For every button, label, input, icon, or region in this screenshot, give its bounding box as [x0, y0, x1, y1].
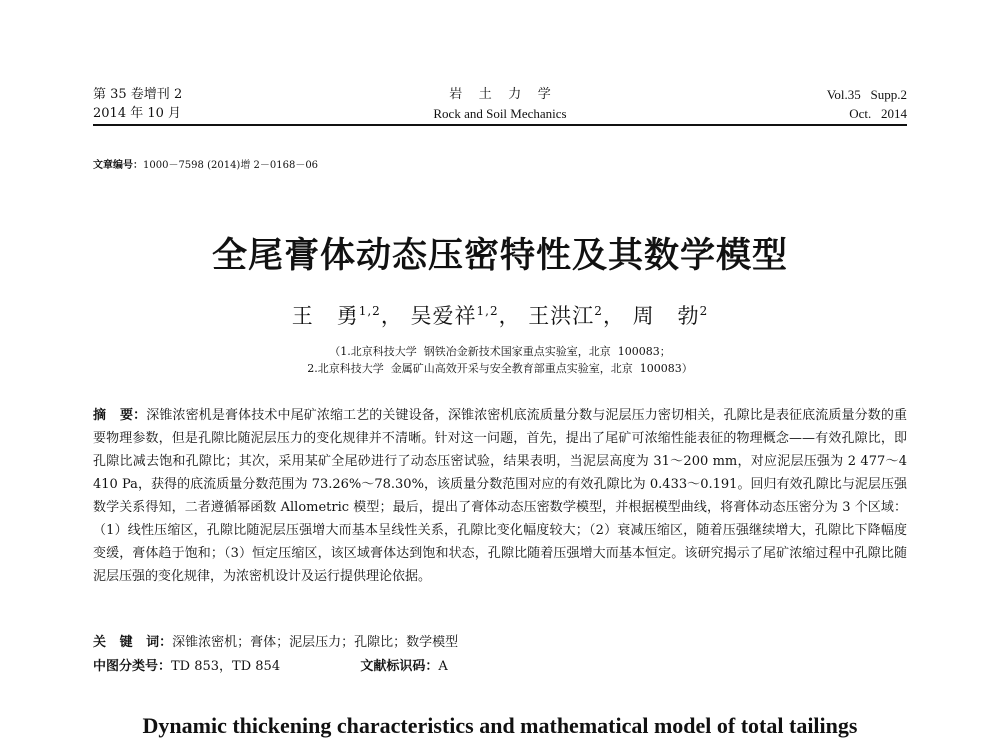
- author: 吴爱祥$^{1,2}$，: [410, 304, 521, 328]
- publication-date: 2014 年 10 月: [93, 106, 182, 121]
- abstract-label: 摘 要：: [93, 408, 147, 423]
- author-list: [0, 300, 1000, 330]
- paper-title: 全尾膏体动态压密特性及其数学模型: [211, 236, 788, 276]
- english-title: Dynamic thickening characteristics and mathematical model of total tailings: [142, 713, 858, 738]
- abstract-text: 深锥浓密机是膏体技术中尾矿浓缩工艺的关键设备，深锥浓密机底流质量分数与泥层压力密切相关，孔隙比是表征底流质量分数的重要物理参数，但是孔隙比随泥层压力的变化规律并不清晰。针对这一问题，首先，提出了尾矿可浓缩性能表征的物理概念——有效孔隙比，即孔隙比减去饱和孔隙比；其次，采用某矿全尾砂进行了动态压密试验，结果表明，当泥层高度为 31～200 mm，对应泥层压强为 2 477～4 410 Pa，获得的底流质量分数范围为 73.26%～78.30%，该质量分数范围对应的有效孔隙比为 0.433～0.191。回归有效孔隙比与泥层压强数学关系得知，二者遵循幂函数 Allometric 模型；最后，提出了膏体动态压密数学模型，并根据模型曲线，将膏体动态压密分为 3 个区域：（1）线性压缩区，孔隙比随泥层压强增大而基本呈线性关系，孔隙比变化幅度较大；（2）衰减压缩区，随着压强继续增大，孔隙比下降幅度变缓，膏体趋于饱和；（3）恒定压缩区，该区域膏体达到饱和状态，孔隙比随着压强增大而基本恒定。该研究揭示了尾矿浓缩过程中孔隙比随泥层压强的变化规律，为浓密机设计及运行提供理论依据。: [93, 408, 907, 584]
- header-center: [350, 85, 650, 123]
- author: 王洪江$^2$，: [528, 304, 625, 328]
- keywords-label: 关 键 词：: [93, 635, 173, 650]
- journal-name-cn: 岩 土 力 学: [449, 87, 551, 102]
- clc-label: 中图分类号：: [93, 659, 172, 674]
- header-left: [93, 85, 182, 123]
- keywords: [93, 631, 458, 650]
- affiliation: （1.北京科技大学 钢铁冶金新技术国家重点实验室，北京 100083；: [329, 345, 671, 358]
- keywords-text: 深锥浓密机；膏体；泥层压力；孔隙比；数学模型: [172, 635, 459, 650]
- affiliation-list: [0, 343, 1000, 377]
- article-number-label: 文章编号：: [93, 160, 143, 171]
- article-number: [93, 156, 318, 171]
- volume-en: Vol.35 Supp.2: [826, 87, 907, 102]
- header-rule: [93, 124, 907, 126]
- article-number-value: 1000－7598 (2014)增 2－0168－06: [143, 160, 319, 171]
- author: 周 勃$^2$: [632, 304, 709, 328]
- abstract: [93, 404, 907, 588]
- classification: [93, 655, 448, 674]
- clc-value: TD 853，TD 854: [171, 659, 281, 674]
- doc-code-value: A: [438, 659, 448, 674]
- header-right: [827, 85, 907, 123]
- journal-name-en: Rock and Soil Mechanics: [433, 106, 567, 121]
- volume-issue: 第 35 卷增刊 2: [93, 87, 183, 102]
- affiliation: 2.北京科技大学 金属矿山高效开采与安全教育部重点实验室，北京 100083）: [307, 362, 693, 375]
- date-en: Oct. 2014: [849, 106, 907, 121]
- author: 王 勇$^{1,2}$，: [291, 304, 403, 328]
- doc-code-label: 文献标识码：: [360, 659, 439, 674]
